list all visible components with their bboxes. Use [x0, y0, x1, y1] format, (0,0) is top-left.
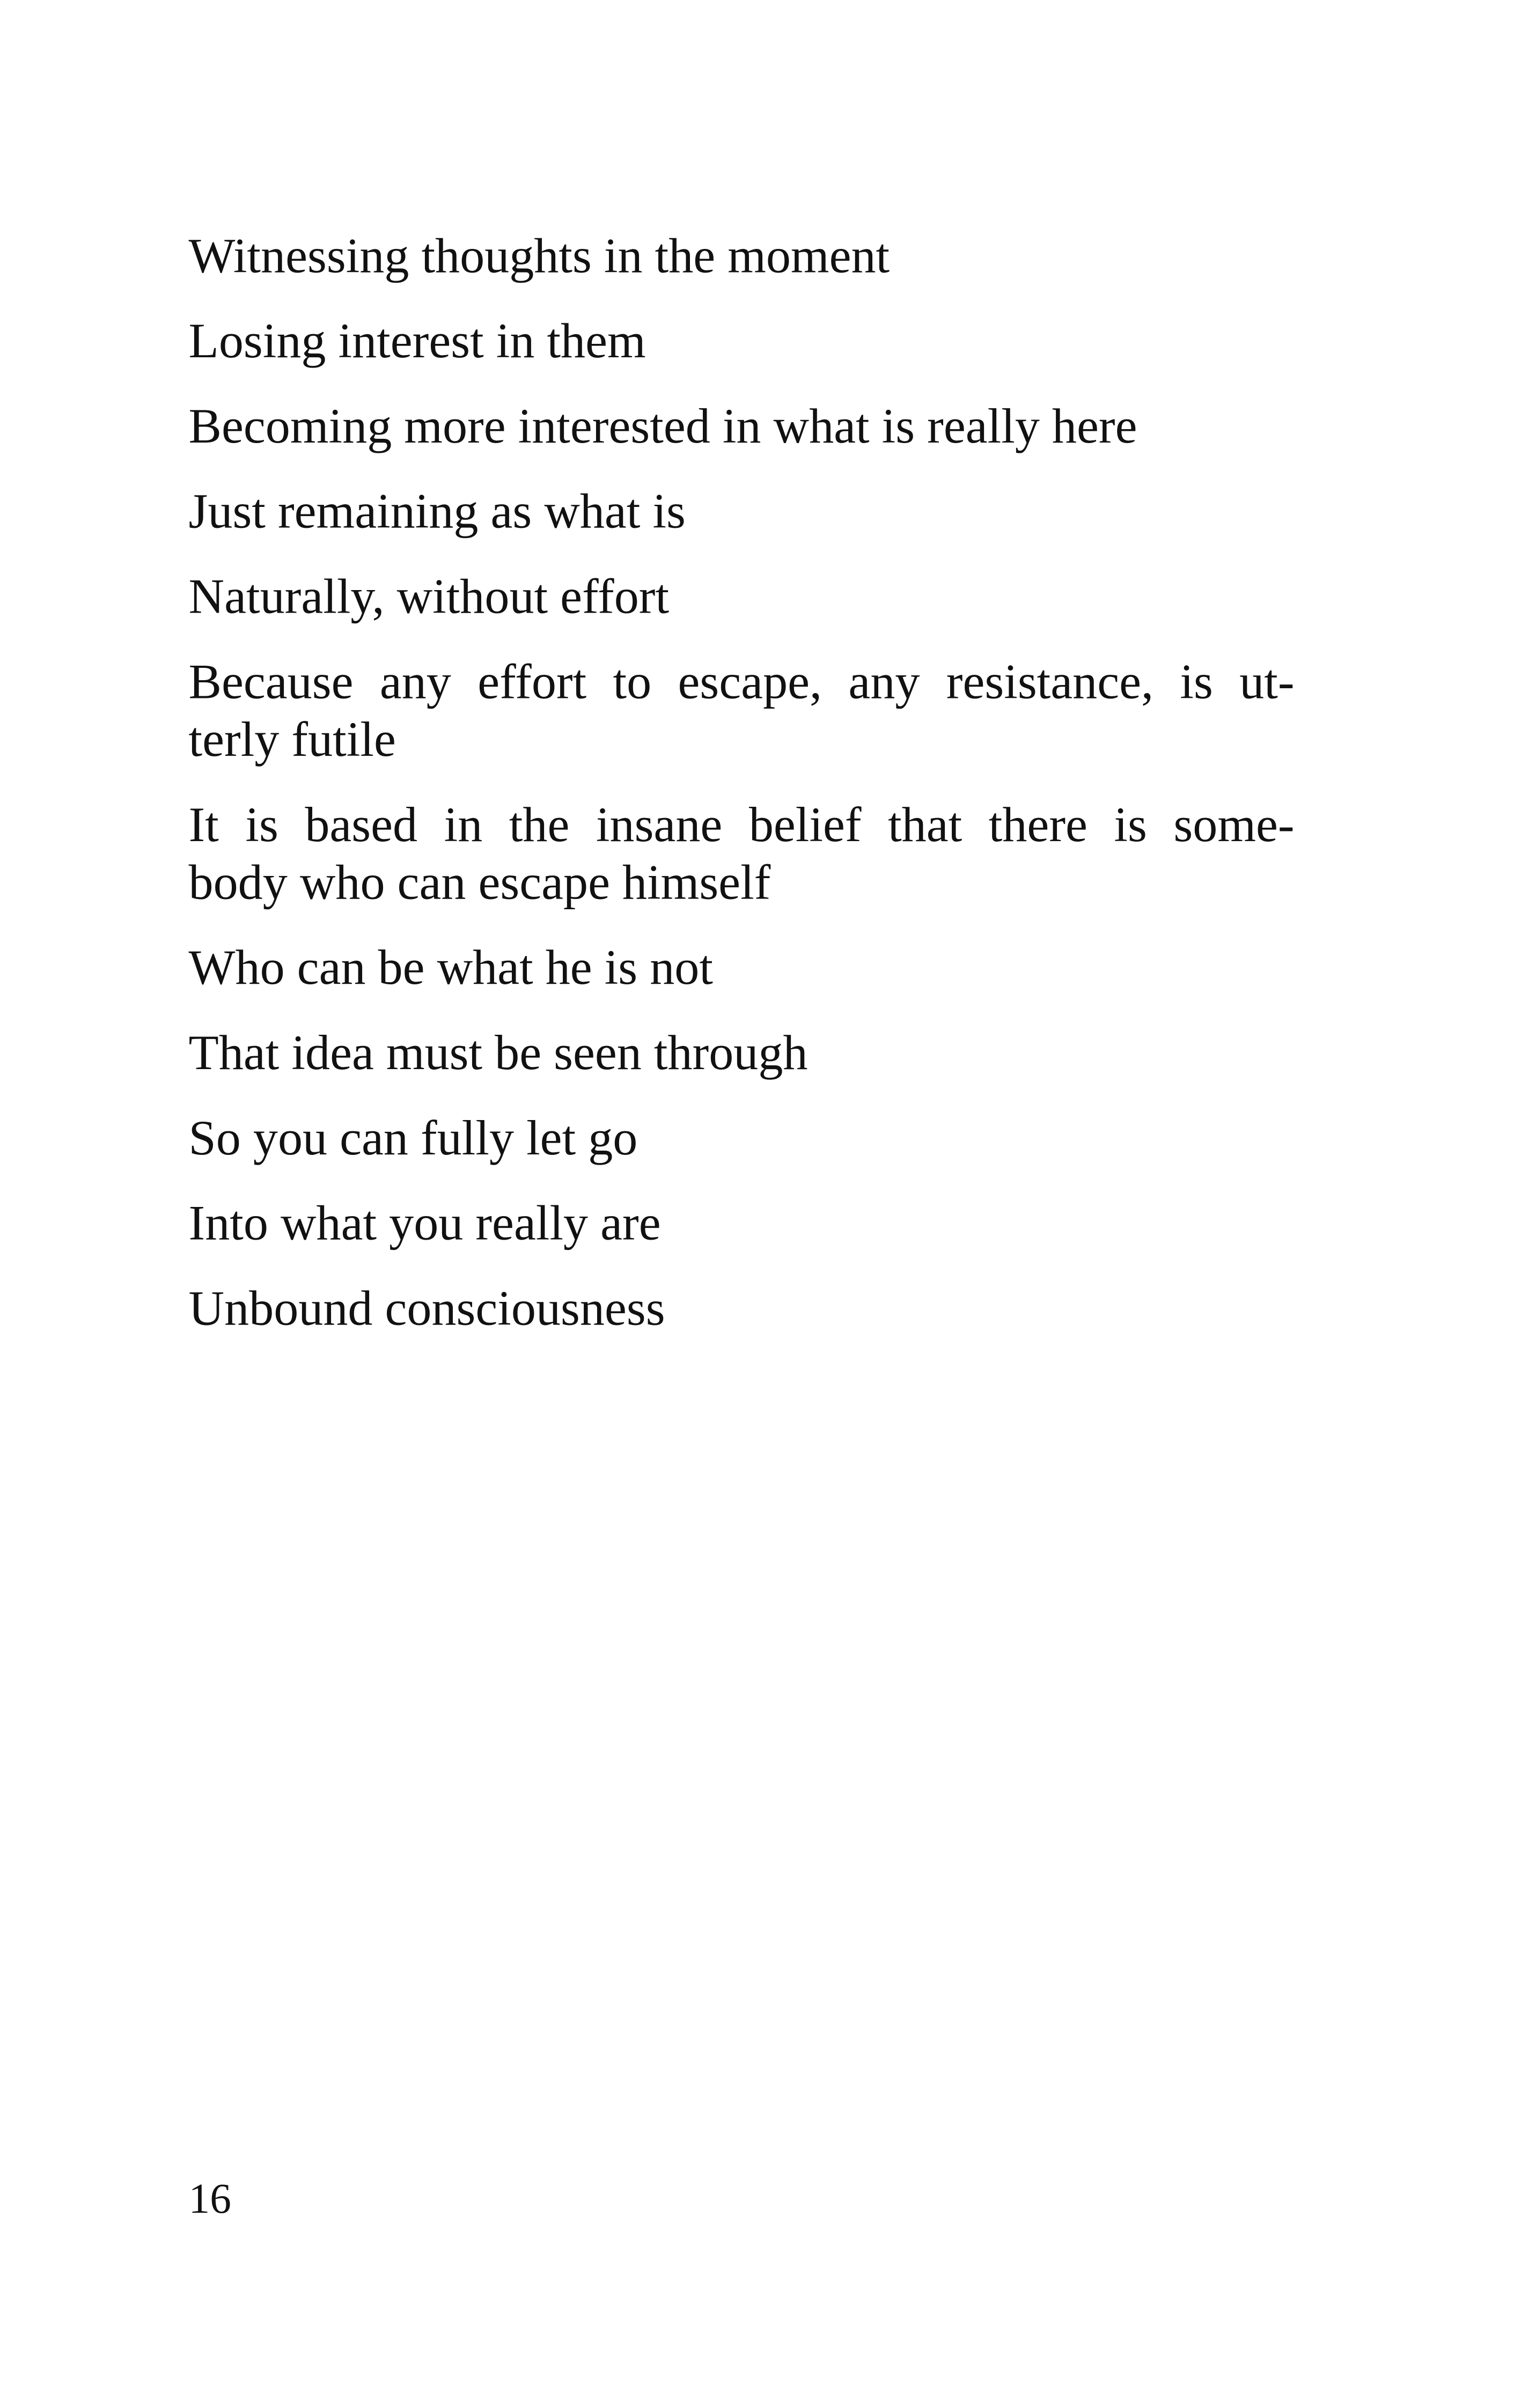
poem-line: Who can be what he is not — [188, 941, 713, 996]
poem-line: So you can fully let go — [188, 1111, 638, 1167]
poem-line: Unbound consciousness — [188, 1282, 665, 1337]
poem-line: That idea must be seen through — [188, 1026, 808, 1081]
poem-line: Becoming more interested in what is really here — [188, 400, 1137, 455]
poem-line: Into what you really are — [188, 1197, 661, 1252]
poem-text — [189, 228, 1295, 1366]
poem-line: Losing interest in them — [188, 314, 646, 370]
page-number: 16 — [188, 2176, 231, 2223]
poem-line-wrapped: It is based in the insane belief that there is some- body who can escape himself — [188, 798, 1295, 911]
poem-line: Naturally, without effort — [188, 570, 670, 625]
poem-line-wrapped: Because any effort to escape, any resistance, is ut- terly futile — [188, 655, 1295, 768]
poem-line: Witnessing thoughts in the moment — [188, 230, 890, 285]
poem-line: Just remaining as what is — [188, 485, 686, 540]
